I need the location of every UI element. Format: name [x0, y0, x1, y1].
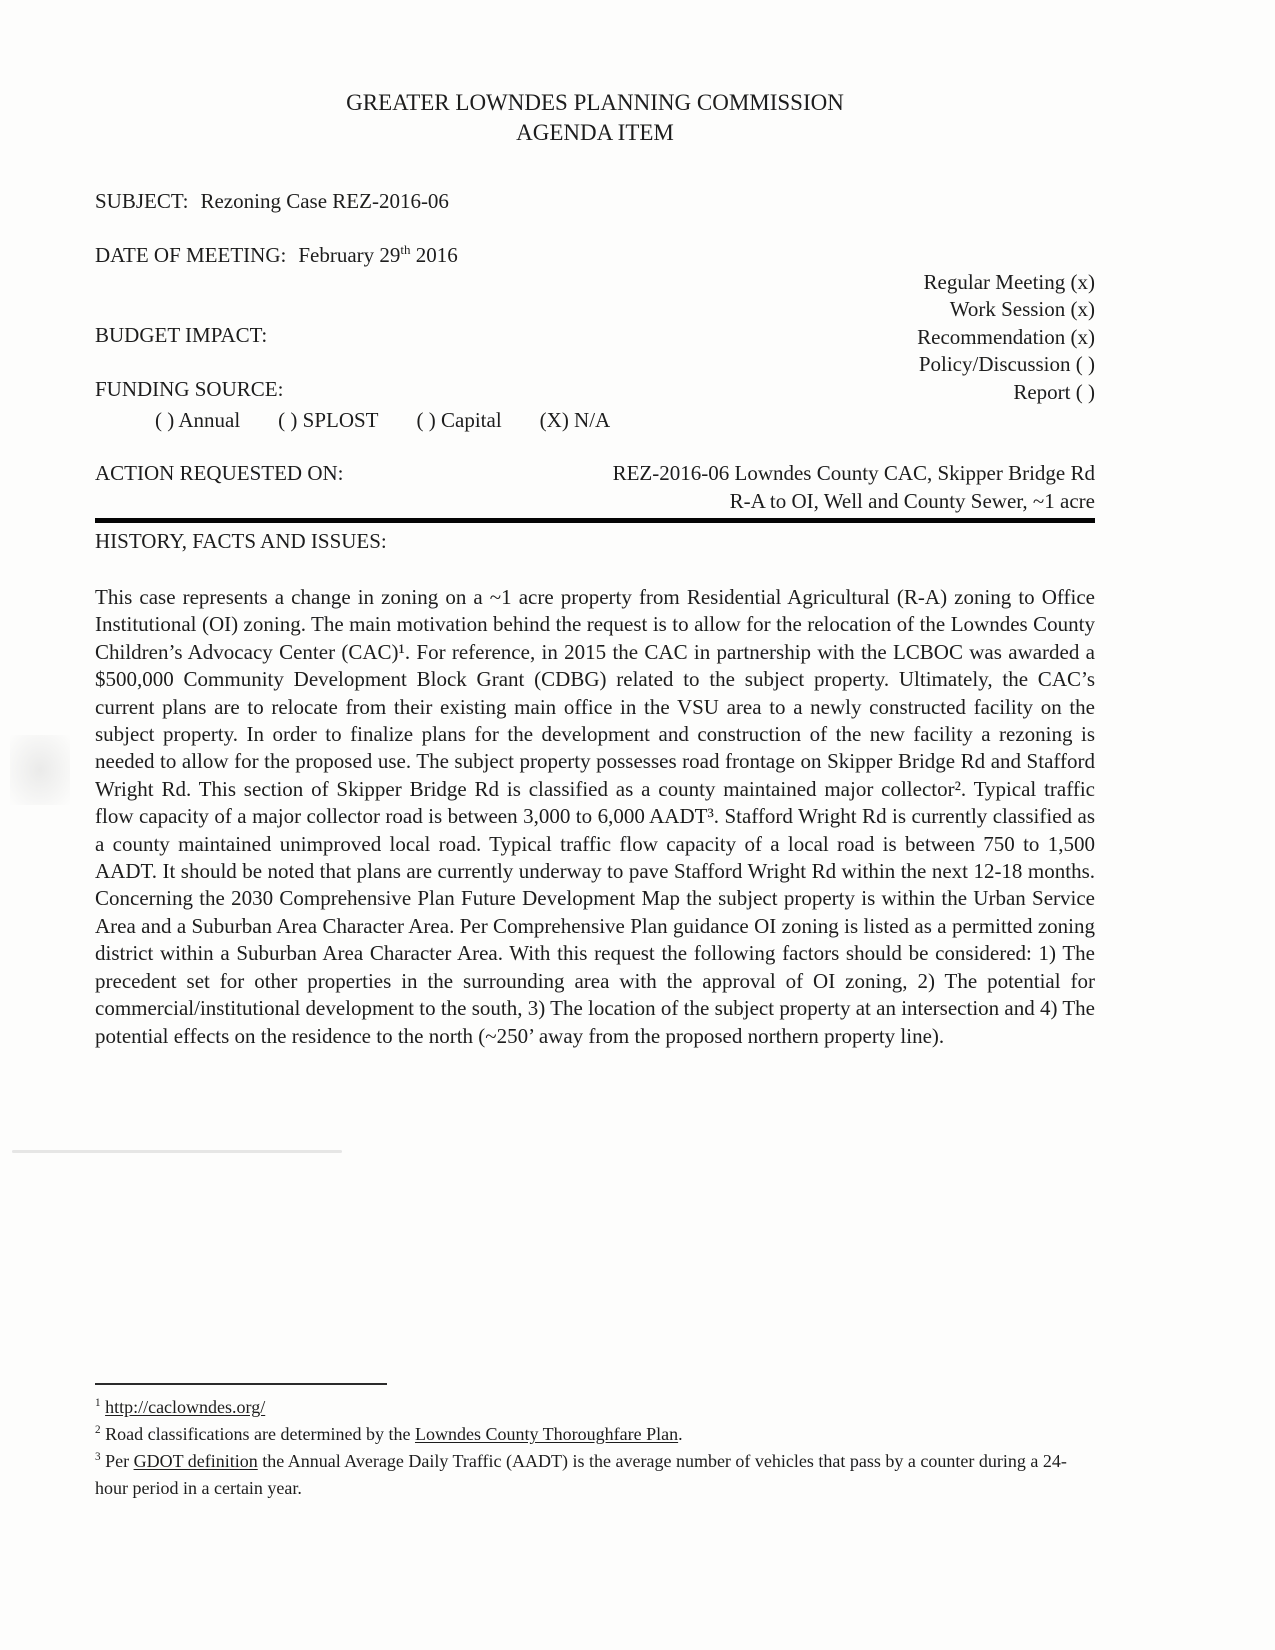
action-requested-line1: REZ-2016-06 Lowndes County CAC, Skipper Bridge Rd: [612, 461, 1095, 485]
subject-label: SUBJECT:: [95, 189, 189, 213]
footnote-text: .: [678, 1424, 683, 1444]
footnote-link-caclowndes[interactable]: http://caclowndes.org/: [105, 1397, 266, 1417]
funding-source-options: [95, 407, 1095, 434]
meeting-option-recommendation: Recommendation (x): [917, 324, 1095, 349]
subject-value: Rezoning Case REZ-2016-06: [200, 189, 449, 213]
date-day: February 29: [298, 243, 401, 267]
document-content: [95, 0, 1095, 1050]
footnote-2: [95, 1421, 1095, 1448]
footnote-3: [95, 1448, 1095, 1502]
document-title: GREATER LOWNDES PLANNING COMMISSION: [346, 90, 844, 115]
funding-option-splost: ( ) SPLOST: [278, 408, 379, 432]
footnote-link-gdot-definition[interactable]: GDOT definition: [133, 1451, 258, 1471]
funding-option-na: (X) N/A: [539, 408, 611, 432]
body-paragraph: This case represents a change in zoning on a ~1 acre property from Residential Agricultural (R-A) zoning to Office Institutional (OI) zoning. The main motivation behind the request is to allow for the relocation of the Lowndes County Children’s Advocacy Center (CAC)¹. For reference, in 2015 the CAC in partnership with the LCBOC was awarded a $500,000 Community Development Block Grant (CDBG) related to the subject property. Ultimately, the CAC’s current plans are to relocate from their existing main office in the VSU area to a newly constructed facility on the subject property. In order to finalize plans for the development and construction of the new facility a rezoning is needed to allow for the proposed use. The subject property possesses road frontage on Skipper Bridge Rd and Stafford Wright Rd. This section of Skipper Bridge Rd is classified as a county maintained major collector². Typical traffic flow capacity of a major collector road is between 3,000 to 6,000 AADT³. Stafford Wright Rd is currently classified as a county maintained unimproved local road. Typical traffic flow capacity of a local road is between 750 to 1,500 AADT. It should be noted that plans are currently underway to pave Stafford Wright Rd within the next 12-18 months. Concerning the 2030 Comprehensive Plan Future Development Map the subject property is within the Urban Service Area and a Suburban Area Character Area. Per Comprehensive Plan guidance OI zoning is listed as a permitted zoning district within a Suburban Area Character Area. With this request the following factors should be considered: 1) The precedent set for other properties in the surrounding area with the approval of OI zoning, 2) The potential for commercial/institutional development to the south, 3) The location of the subject property at an intersection and 4) The potential effects on the residence to the north (~250’ away from the proposed northern property line).: [95, 585, 1095, 1048]
footnote-marker: 2: [95, 1424, 101, 1436]
footnote-marker: 1: [95, 1397, 101, 1409]
footnotes-section: [95, 1383, 1095, 1502]
footnote-1: [95, 1394, 1095, 1421]
meeting-option-regular-meeting: Regular Meeting (x): [923, 270, 1095, 294]
meeting-option-work-session: Work Session (x): [949, 297, 1095, 322]
document-header: [95, 0, 1095, 148]
date-row: [95, 242, 1095, 269]
date-year: 2016: [410, 243, 458, 267]
meeting-meta-section: [95, 269, 1095, 406]
date-of-meeting-label: DATE OF MEETING:: [95, 243, 287, 267]
action-requested-line2: R-A to OI, Well and County Sewer, ~1 acre: [729, 488, 1095, 513]
funding-source-label: FUNDING SOURCE:: [95, 377, 284, 401]
document-subtitle: AGENDA ITEM: [516, 120, 674, 145]
meeting-option-report: Report ( ): [1013, 379, 1095, 404]
scan-artifact: [12, 1150, 342, 1153]
footnote-text: Per: [100, 1451, 134, 1471]
scan-artifact: [10, 735, 70, 805]
subject-row: [95, 188, 1095, 215]
date-of-meeting-value: [298, 243, 457, 267]
funding-option-capital: ( ) Capital: [416, 408, 502, 432]
footnote-marker: 3: [95, 1451, 101, 1463]
footnote-text: the Annual Average Daily Traffic (AADT) is the average number of vehicles that pass by a counter during a 24-hour period in a certain year.: [95, 1451, 1067, 1498]
footnote-link-thoroughfare-plan[interactable]: Lowndes County Thoroughfare Plan: [414, 1424, 679, 1444]
funding-option-annual: ( ) Annual: [155, 408, 241, 432]
meeting-type-options: [917, 269, 1095, 406]
footnote-divider: [95, 1383, 387, 1385]
budget-impact-label: BUDGET IMPACT:: [95, 323, 268, 347]
meeting-option-policy-discussion: Policy/Discussion ( ): [918, 352, 1095, 377]
action-requested-row: [95, 460, 1095, 515]
section-divider-rule: [95, 518, 1095, 523]
action-requested-label: ACTION REQUESTED ON:: [95, 461, 344, 485]
date-ordinal-suffix: th: [400, 242, 411, 257]
footnote-text: Road classifications are determined by the: [100, 1424, 415, 1444]
history-facts-issues-heading: HISTORY, FACTS AND ISSUES:: [95, 529, 387, 553]
action-requested-value: [613, 460, 1095, 515]
